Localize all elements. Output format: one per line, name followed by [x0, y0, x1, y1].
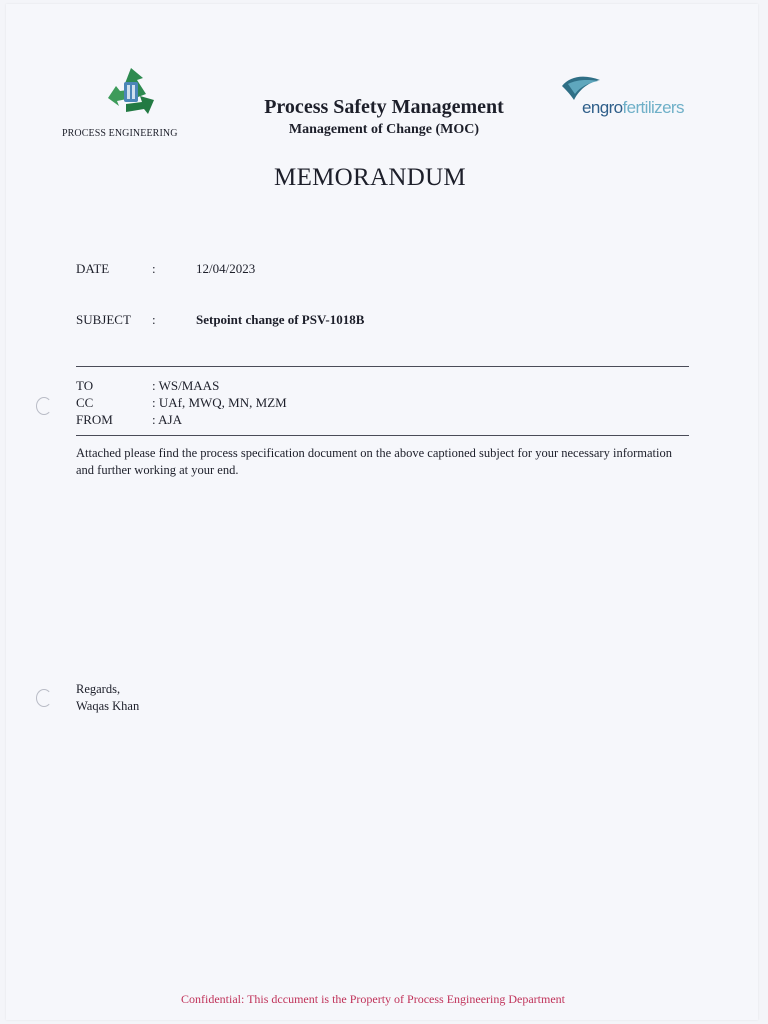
document-page [6, 4, 758, 1020]
memo-body: Attached please find the process specification document on the above captioned subject for your necessary information and further working at your end. [76, 446, 672, 477]
divider-top [76, 366, 689, 367]
brand-part-engro: engro [582, 98, 623, 117]
memo-heading: MEMORANDUM [274, 164, 466, 191]
from-label: FROM [76, 412, 113, 427]
to-value: : WS/MAAS [152, 378, 220, 393]
date-label: DATE [76, 261, 110, 276]
cc-label: CC [76, 395, 94, 410]
punch-hole [36, 397, 52, 415]
from-row [0, 412, 768, 430]
cc-value: : UAf, MWQ, MN, MZM [152, 395, 287, 410]
from-value: : AJA [152, 412, 182, 427]
engro-fertilizers-logo [582, 98, 684, 118]
subject-value: Setpoint change of PSV-1018B [196, 312, 365, 327]
to-label: TO [76, 378, 94, 393]
date-value: 12/04/2023 [196, 261, 256, 276]
cc-row [0, 395, 768, 413]
punch-hole [36, 689, 52, 707]
process-engineering-label: PROCESS ENGINEERING [62, 128, 178, 139]
sender-name: Waqas Khan [76, 699, 140, 713]
date-row [0, 261, 768, 279]
divider-bottom [76, 435, 689, 436]
brand-part-fertilizers: fertilizers [622, 98, 684, 117]
document-title: Process Safety Management [264, 96, 504, 118]
subject-colon: : [152, 312, 156, 327]
subject-label: SUBJECT [76, 312, 131, 327]
document-subtitle: Management of Change (MOC) [288, 122, 480, 137]
confidential-footer: Confidential: This dccument is the Property of Process Engineering Department [180, 992, 566, 1006]
closing-block [76, 681, 139, 715]
subject-row [0, 312, 768, 330]
to-row [0, 378, 768, 396]
regards-text: Regards, [76, 682, 121, 696]
date-colon: : [152, 261, 156, 276]
